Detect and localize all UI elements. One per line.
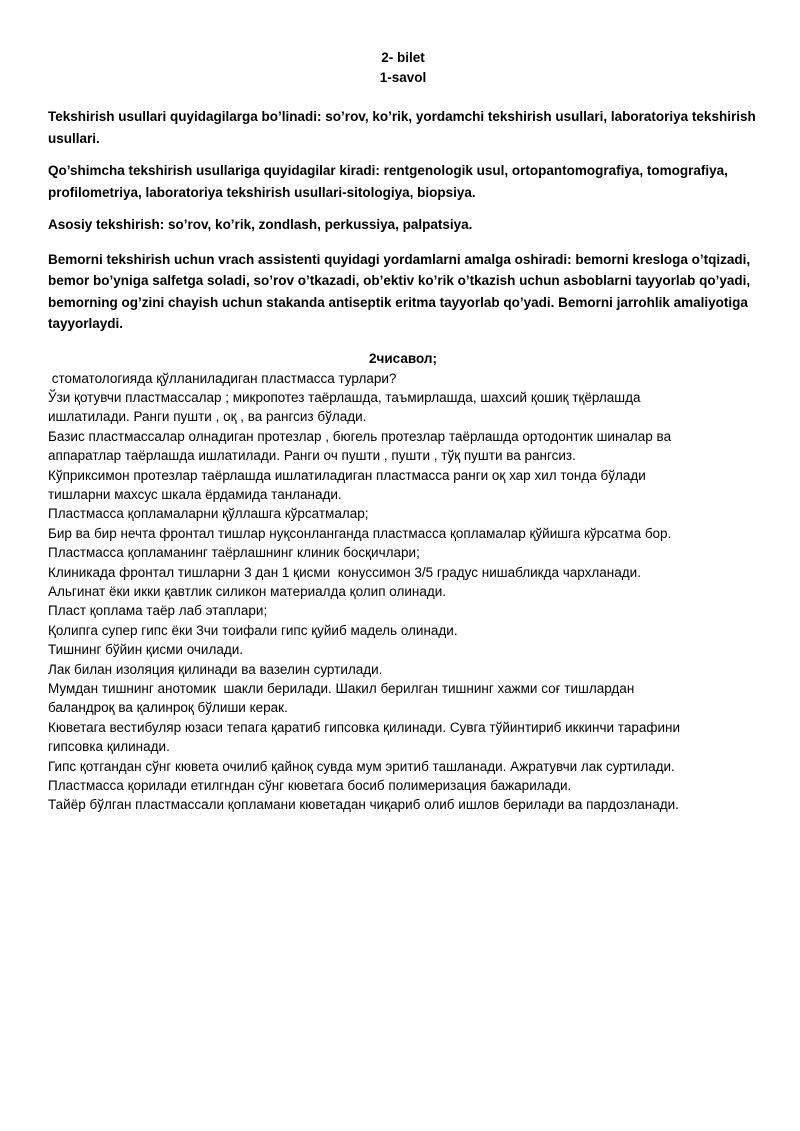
- text-line: Қолипга супер гипс ёки 3чи тоифали гипс қуйиб мадель олинади.: [48, 622, 458, 638]
- text-line: Пластмасса қорилади етилгндан сўнг кюветага босиб полимеризация бажарилади.: [48, 778, 572, 794]
- text-line: аппаратлар таёрлашда ишлатилади. Ранги оч пушти , пушти , тўқ пушти ва рангсиз.: [48, 448, 576, 464]
- text-line: Пласт қоплама таёр лаб этаплари;: [48, 603, 268, 619]
- text-line: Ўзи қотувчи пластмассалар ; микропотез таёрлашда, таъмирлашда, шахсий қошиқ тқёрлашда: [48, 389, 641, 405]
- text-line: Кўприксимон протезлар таёрлашда ишлатиладиган пластмасса ранги оқ хар хил тонда бўлади: [48, 467, 646, 483]
- text-line: Альгинат ёки икки қавтлик силикон материалда қолип олинади.: [48, 583, 447, 599]
- text-line: Лак билан изоляция қилинади ва вазелин суртилади.: [48, 661, 383, 677]
- text-line: Гипс қотгандан сўнг кювета очилиб қайноқ сувда мум эритиб ташланади. Ажратувчи лак суртилади.: [48, 758, 675, 774]
- text-line: Тайёр бўлган пластмассали қопламани кюветадан чиқариб олиб ишлов берилади ва пардозланади.: [48, 797, 679, 813]
- paragraph-assistant-duties: Bemorni tekshirish uchun vrach assistenti quyidagi yordamlarni amalga oshiradi: bemorni kresloga o’tqizadi, bemor bo’yniga salfetga soladi, so’rov o’tkazadi, ob’ektiv ko’rik o’tkazish uchun asboblarni tayyorlab qo’yadi, bemorning og’zini chayish uchun stakanda antiseptik eritma tayyorlab qo’yadi. Bemorni jarrohlik amaliyotiga tayyorlaydi.: [48, 251, 751, 331]
- paragraph-methods: Tekshirish usullari quyidagilarga bo’linadi: so’rov, ko’rik, yordamchi tekshirish usullari, laboratoriya tekshirish usullari.: [48, 109, 756, 146]
- paragraph-additional-methods: Qo’shimcha tekshirish usullariga quyidagilar kiradi: rentgenologik usul, ortopantomografiya, tomografiya, profilometriya, laboratoriya tekshirish usullari-sitologiya, biopsiya.: [48, 163, 728, 200]
- text-line: тишларни махсус шкала ёрдамида танланади.: [48, 486, 342, 502]
- text-line: Тишнинг бўйин қисми очилади.: [48, 642, 244, 658]
- text-line: ишлатилади. Ранги пушти , оқ , ва рангсиз бўлади.: [48, 409, 367, 425]
- text-line: Пластмасса қопламаларни қўллашга кўрсатмалар;: [48, 506, 369, 522]
- text-line: баландроқ ва қалинроқ бўлиши керак.: [48, 700, 288, 716]
- text-line: Клиникада фронтал тишларни 3 дан 1 қисми конуссимон 3/5 градус нишабликда чархланади.: [48, 564, 641, 580]
- paragraph-main-exam: Asosiy tekshirish: so’rov, ko’rik, zondlash, perkussiya, palpatsiya.: [48, 217, 473, 232]
- text-line: Базис пластмассалар олнадиган протезлар , бюгель протезлар таёрлашда ортодонтик шиналар ва: [48, 428, 672, 444]
- ticket-title: 2- bilet: [381, 50, 425, 65]
- question-2-title: 2чисавол;: [369, 350, 437, 366]
- text-line: Кюветага вестибуляр юзаси тепага қаратиб гипсовка қилинади. Сувга тўйинтириб иккинчи тарафини: [48, 719, 681, 735]
- text-line: Бир ва бир нечта фронтал тишлар нуқсонланганда пластмасса қопламалар қўйишга кўрсатма бор.: [48, 525, 672, 541]
- text-line: Пластмасса қопламанинг таёрлашнинг клиник босқичлари;: [48, 545, 420, 561]
- text-line: стоматологияда қўлланиладиган пластмасса турлари?: [48, 370, 397, 386]
- document-page: [48, 48, 758, 815]
- text-line: Мумдан тишнинг анотомик шакли берилади. Шакил берилган тишнинг хажми соғ тишлардан: [48, 681, 635, 696]
- text-line: гипсовка қилинади.: [48, 739, 170, 755]
- question-1-title: 1-savol: [379, 70, 427, 85]
